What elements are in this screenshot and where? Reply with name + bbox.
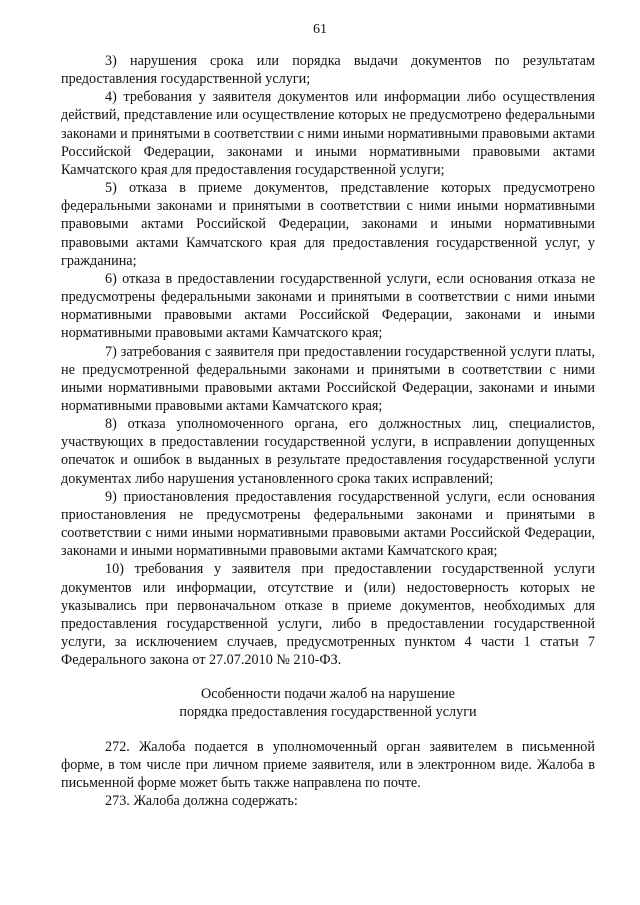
list-item: 3) нарушения срока или порядка выдачи документов по результатам предоставления государственной услуги; xyxy=(61,53,595,88)
list-item: 10) требования у заявителя при предоставлении государственной услуги документов или информации, отсутствие и (или) недостоверность которых не указывались при первоначальном отказе в приеме документов, необходимых для предоставления государственной услуги, либо в предоставлении государственной услуги, за исключением случаев, предусмотренных пунктом 4 части 1 статьи 7 Федерального закона от 27.07.2010 № 210-ФЗ. xyxy=(61,561,595,669)
list-item: 5) отказа в приеме документов, представление которых предусмотрено федеральными законами и принятыми в соответствии с ними иными нормативными правовыми актами Российской Федерации, законами и иными нормативными правовыми актами Камчатского края для предоставления государственной услуг, у гражданина; xyxy=(61,180,595,269)
paragraph: 272. Жалоба подается в уполномоченный орган заявителем в письменной форме, в том числе при личном приеме заявителя, или в электронном виде. Жалоба в письменной форме может быть также направлена по почте. xyxy=(61,738,595,791)
list-item: 4) требования у заявителя документов или информации либо осуществления действий, представление или осуществление которых не предусмотрено федеральными законами и принятыми в соответствии с ними иными нормативными правовыми актами Российской Федерации, законами и иными нормативными правовыми актами Камчатского края для предоставления государственной услуги; xyxy=(61,89,595,178)
list-item: 8) отказа уполномоченного органа, его должностных лиц, специалистов, участвующих в предоставлении государственной услуги, в исправлении допущенных опечаток и ошибок в выданных в результате предоставления государственной услуги документах либо нарушения установленного срока таких исправлений; xyxy=(61,416,595,487)
section-heading-line-2: порядка предоставления государственной услуги xyxy=(179,704,477,721)
section-heading xyxy=(61,685,595,721)
paragraph: 273. Жалоба должна содержать: xyxy=(105,793,298,810)
document-body xyxy=(61,52,595,810)
page-number: 61 xyxy=(313,22,327,37)
list-item: 6) отказа в предоставлении государственной услуги, если основания отказа не предусмотрены федеральными законами и принятыми в соответствии с ними иными нормативными правовыми актами Российской Федерации, законами и иными нормативными правовыми актами Камчатского края; xyxy=(61,270,595,342)
list-item: 9) приостановления предоставления государственной услуги, если основания приостановления не предусмотрены федеральными законами и принятыми в соответствии с ними иными нормативными правовыми актами Российской Федерации, законами и иными нормативными правовыми актами Камчатского края; xyxy=(61,488,595,560)
list-item: 7) затребования с заявителя при предоставлении государственной услуги платы, не предусмотренной федеральными законами и принятыми в соответствии с ними иными нормативными правовыми актами Российской Федерации, законами и иными нормативными правовыми актами Камчатского края; xyxy=(61,343,595,414)
section-heading-line-1: Особенности подачи жалоб на нарушение xyxy=(201,686,455,703)
